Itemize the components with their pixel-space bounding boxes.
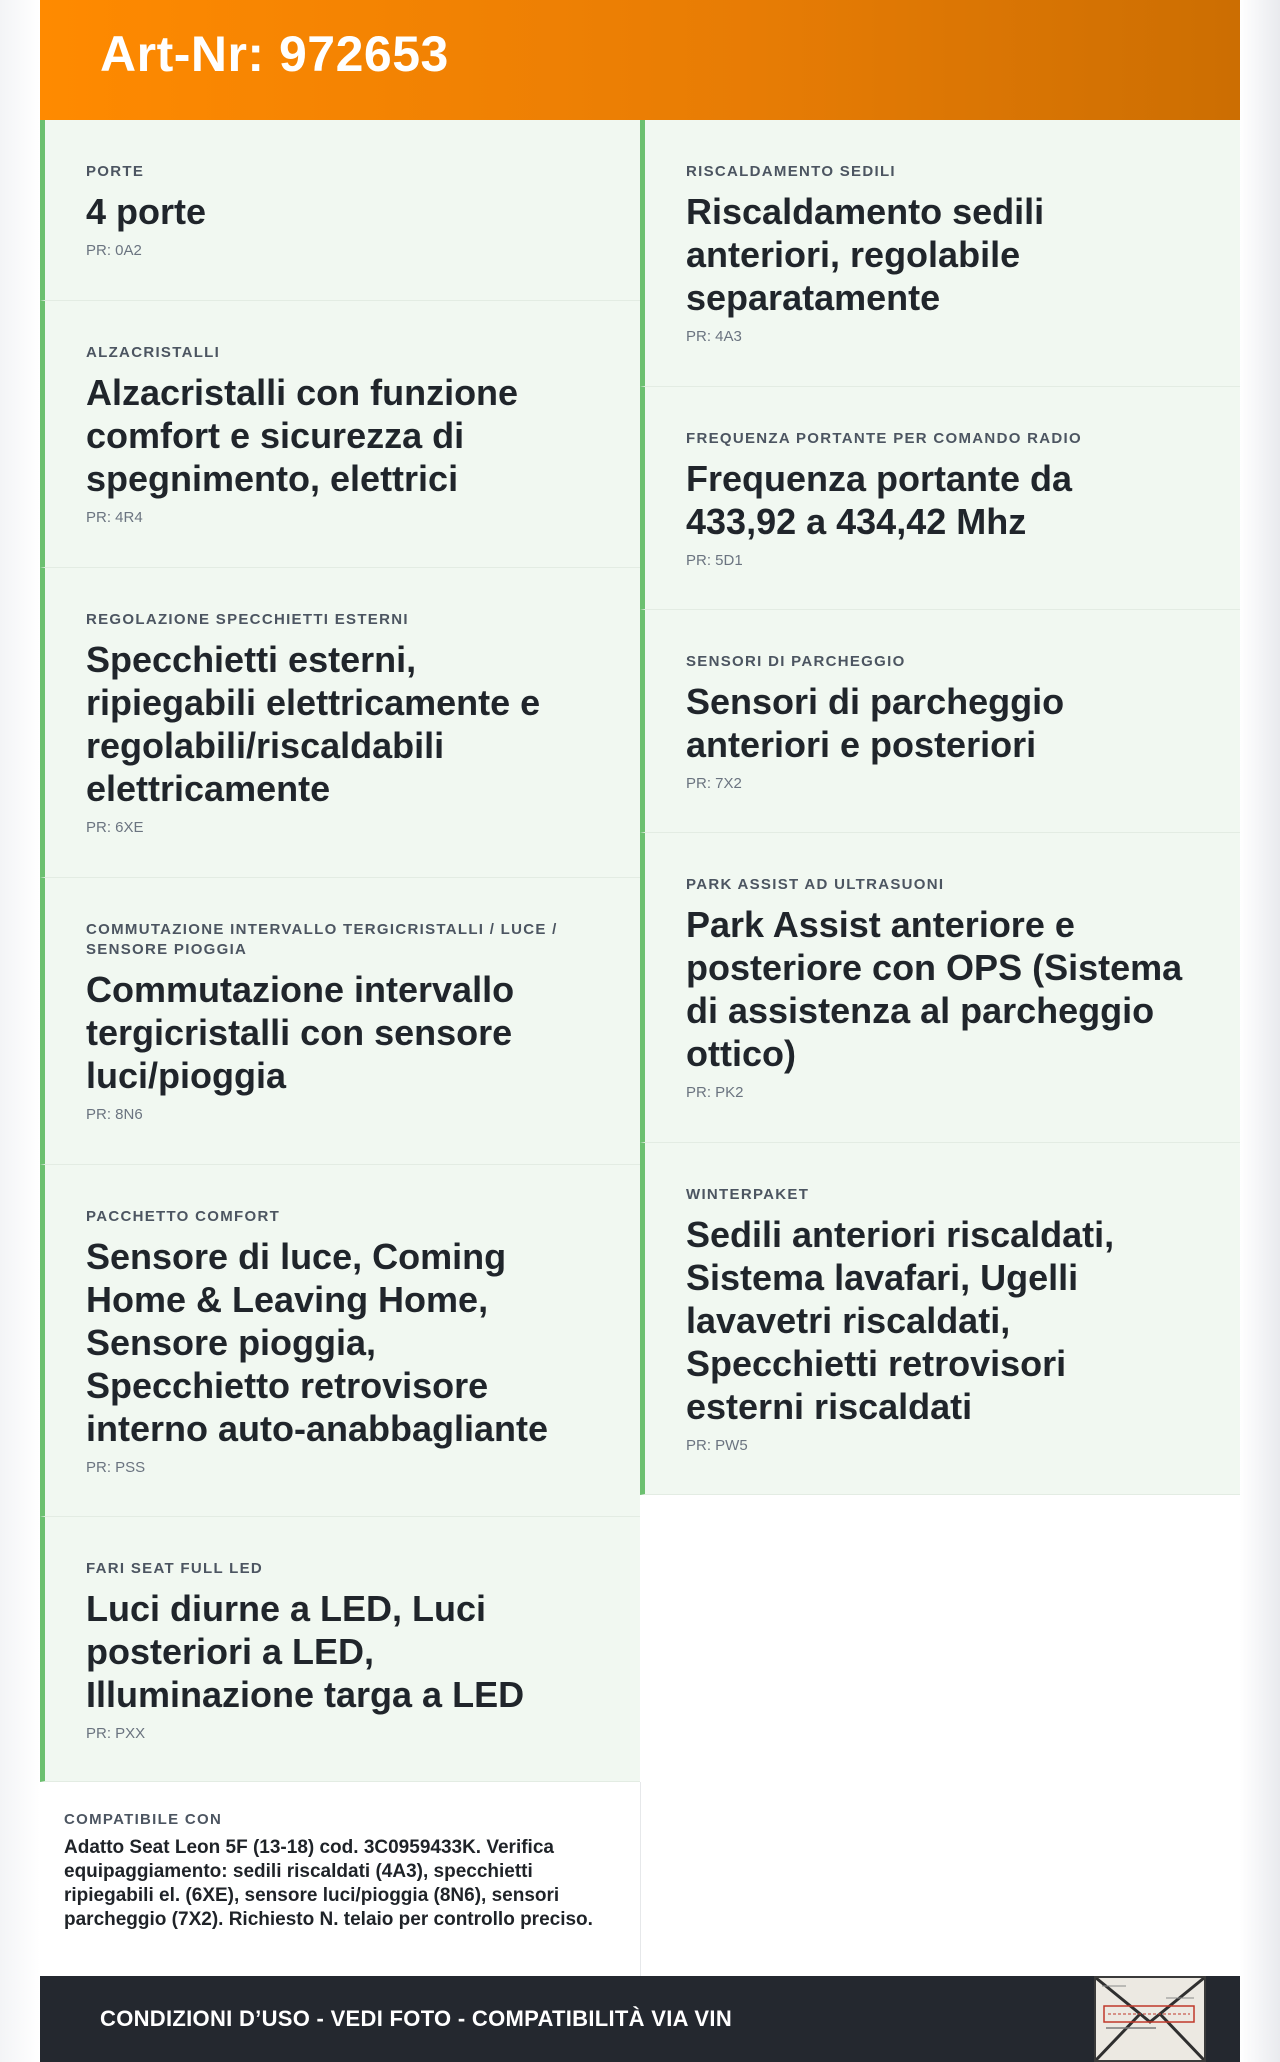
card-value: Commutazione intervallo tergicristalli con sensore luci/pioggia [86,969,515,1096]
card-value: Specchietti esterni, ripiegabili elettricamente e regolabili/riscaldabili elettricamente [86,639,541,809]
card-category: PARK ASSIST AD ULTRASUONI [686,876,945,893]
card-value: Frequenza portante da 433,92 a 434,42 Mhz [686,458,1073,542]
header-bar [40,0,1240,120]
card-category: REGOLAZIONE SPECCHIETTI ESTERNI [86,611,409,628]
card-pr-code: PR: PSS [86,1459,146,1476]
card-category: ALZACRISTALLI [86,344,221,361]
card-value: Park Assist anteriore e posteriore con OPS (Sistema di assistenza al parcheggio ottico) [686,904,1183,1074]
feature-card-alzacristalli [40,301,640,568]
card-pr-code: PR: 0A2 [86,242,142,259]
card-category: SENSORI DI PARCHEGGIO [686,653,906,670]
feature-card-fari-led [40,1517,640,1782]
compatibility-box [40,1782,640,1976]
card-pr-code: PR: 8N6 [86,1106,143,1123]
feature-card-tergicristalli [40,878,640,1165]
feature-card-specchietti [40,568,640,878]
card-category: RISCALDAMENTO SEDILI [686,163,896,180]
card-category: FREQUENZA PORTANTE PER COMANDO RADIO [686,430,1082,447]
card-value: Riscaldamento sedili anteriori, regolabile separatamente [686,191,1045,318]
column-divider [640,1782,641,1976]
feature-card-sensori-parcheggio [640,610,1240,833]
card-pr-code: PR: PK2 [686,1084,744,1101]
card-category: PORTE [86,163,145,180]
footer-text: CONDIZIONI D’USO - VEDI FOTO - COMPATIBILITÀ VIA VIN [100,2006,733,2031]
feature-card-park-assist [640,833,1240,1143]
compatibility-text: Adatto Seat Leon 5F (13-18) cod. 3C0959433K. Verifica equipaggiamento: sedili riscaldati (4A3), specchietti ripiegabili el. (6XE), sensore luci/pioggia (8N6), sensori parcheggio (7X2). Richiesto N. telaio per controllo preciso. [64,1837,593,1930]
feature-card-riscaldamento-sedili [640,120,1240,387]
card-pr-code: PR: PW5 [686,1437,748,1454]
left-column [40,120,640,1782]
card-value: Sensore di luce, Coming Home & Leaving Home, Sensore pioggia, Specchietto retrovisore interno auto-anabbagliante [86,1236,549,1449]
card-category: FARI SEAT FULL LED [86,1560,264,1577]
card-value: Sensori di parcheggio anteriori e posteriori [686,681,1065,765]
product-sheet [40,0,1240,2062]
card-pr-code: PR: 7X2 [686,775,742,792]
article-number-title: Art-Nr: 972653 [100,26,449,82]
card-value: 4 porte [86,191,207,232]
card-pr-code: PR: 4R4 [86,509,143,526]
card-pr-code: PR: PXX [86,1725,146,1742]
footer-bar [40,1976,1240,2062]
feature-card-winterpaket [640,1143,1240,1495]
card-pr-code: PR: 5D1 [686,552,743,569]
card-pr-code: PR: 4A3 [686,328,742,345]
card-category: WINTERPAKET [686,1186,810,1203]
feature-card-pacchetto-comfort [40,1165,640,1517]
envelope-stamp-drawing [1096,1978,1204,2060]
compatibility-title: COMPATIBILE CON [64,1811,223,1828]
feature-card-frequenza-portante [640,387,1240,610]
card-value: Alzacristalli con funzione comfort e sicurezza di spegnimento, elettrici [86,372,519,499]
card-value: Sedili anteriori riscaldati, Sistema lavafari, Ugelli lavavetri riscaldati, Specchietti retrovisori esterni riscaldati [686,1214,1115,1427]
feature-card-porte [40,120,640,301]
card-category: PACCHETTO COMFORT [86,1208,281,1225]
card-value: Luci diurne a LED, Luci posteriori a LED, Illuminazione targa a LED [86,1588,525,1715]
right-column [640,120,1240,1495]
card-pr-code: PR: 6XE [86,819,144,836]
card-category: COMMUTAZIONE INTERVALLO TERGICRISTALLI / LUCE / SENSORE PIOGGIA [86,921,558,958]
envelope-stamp-icon [1094,1976,1206,2062]
